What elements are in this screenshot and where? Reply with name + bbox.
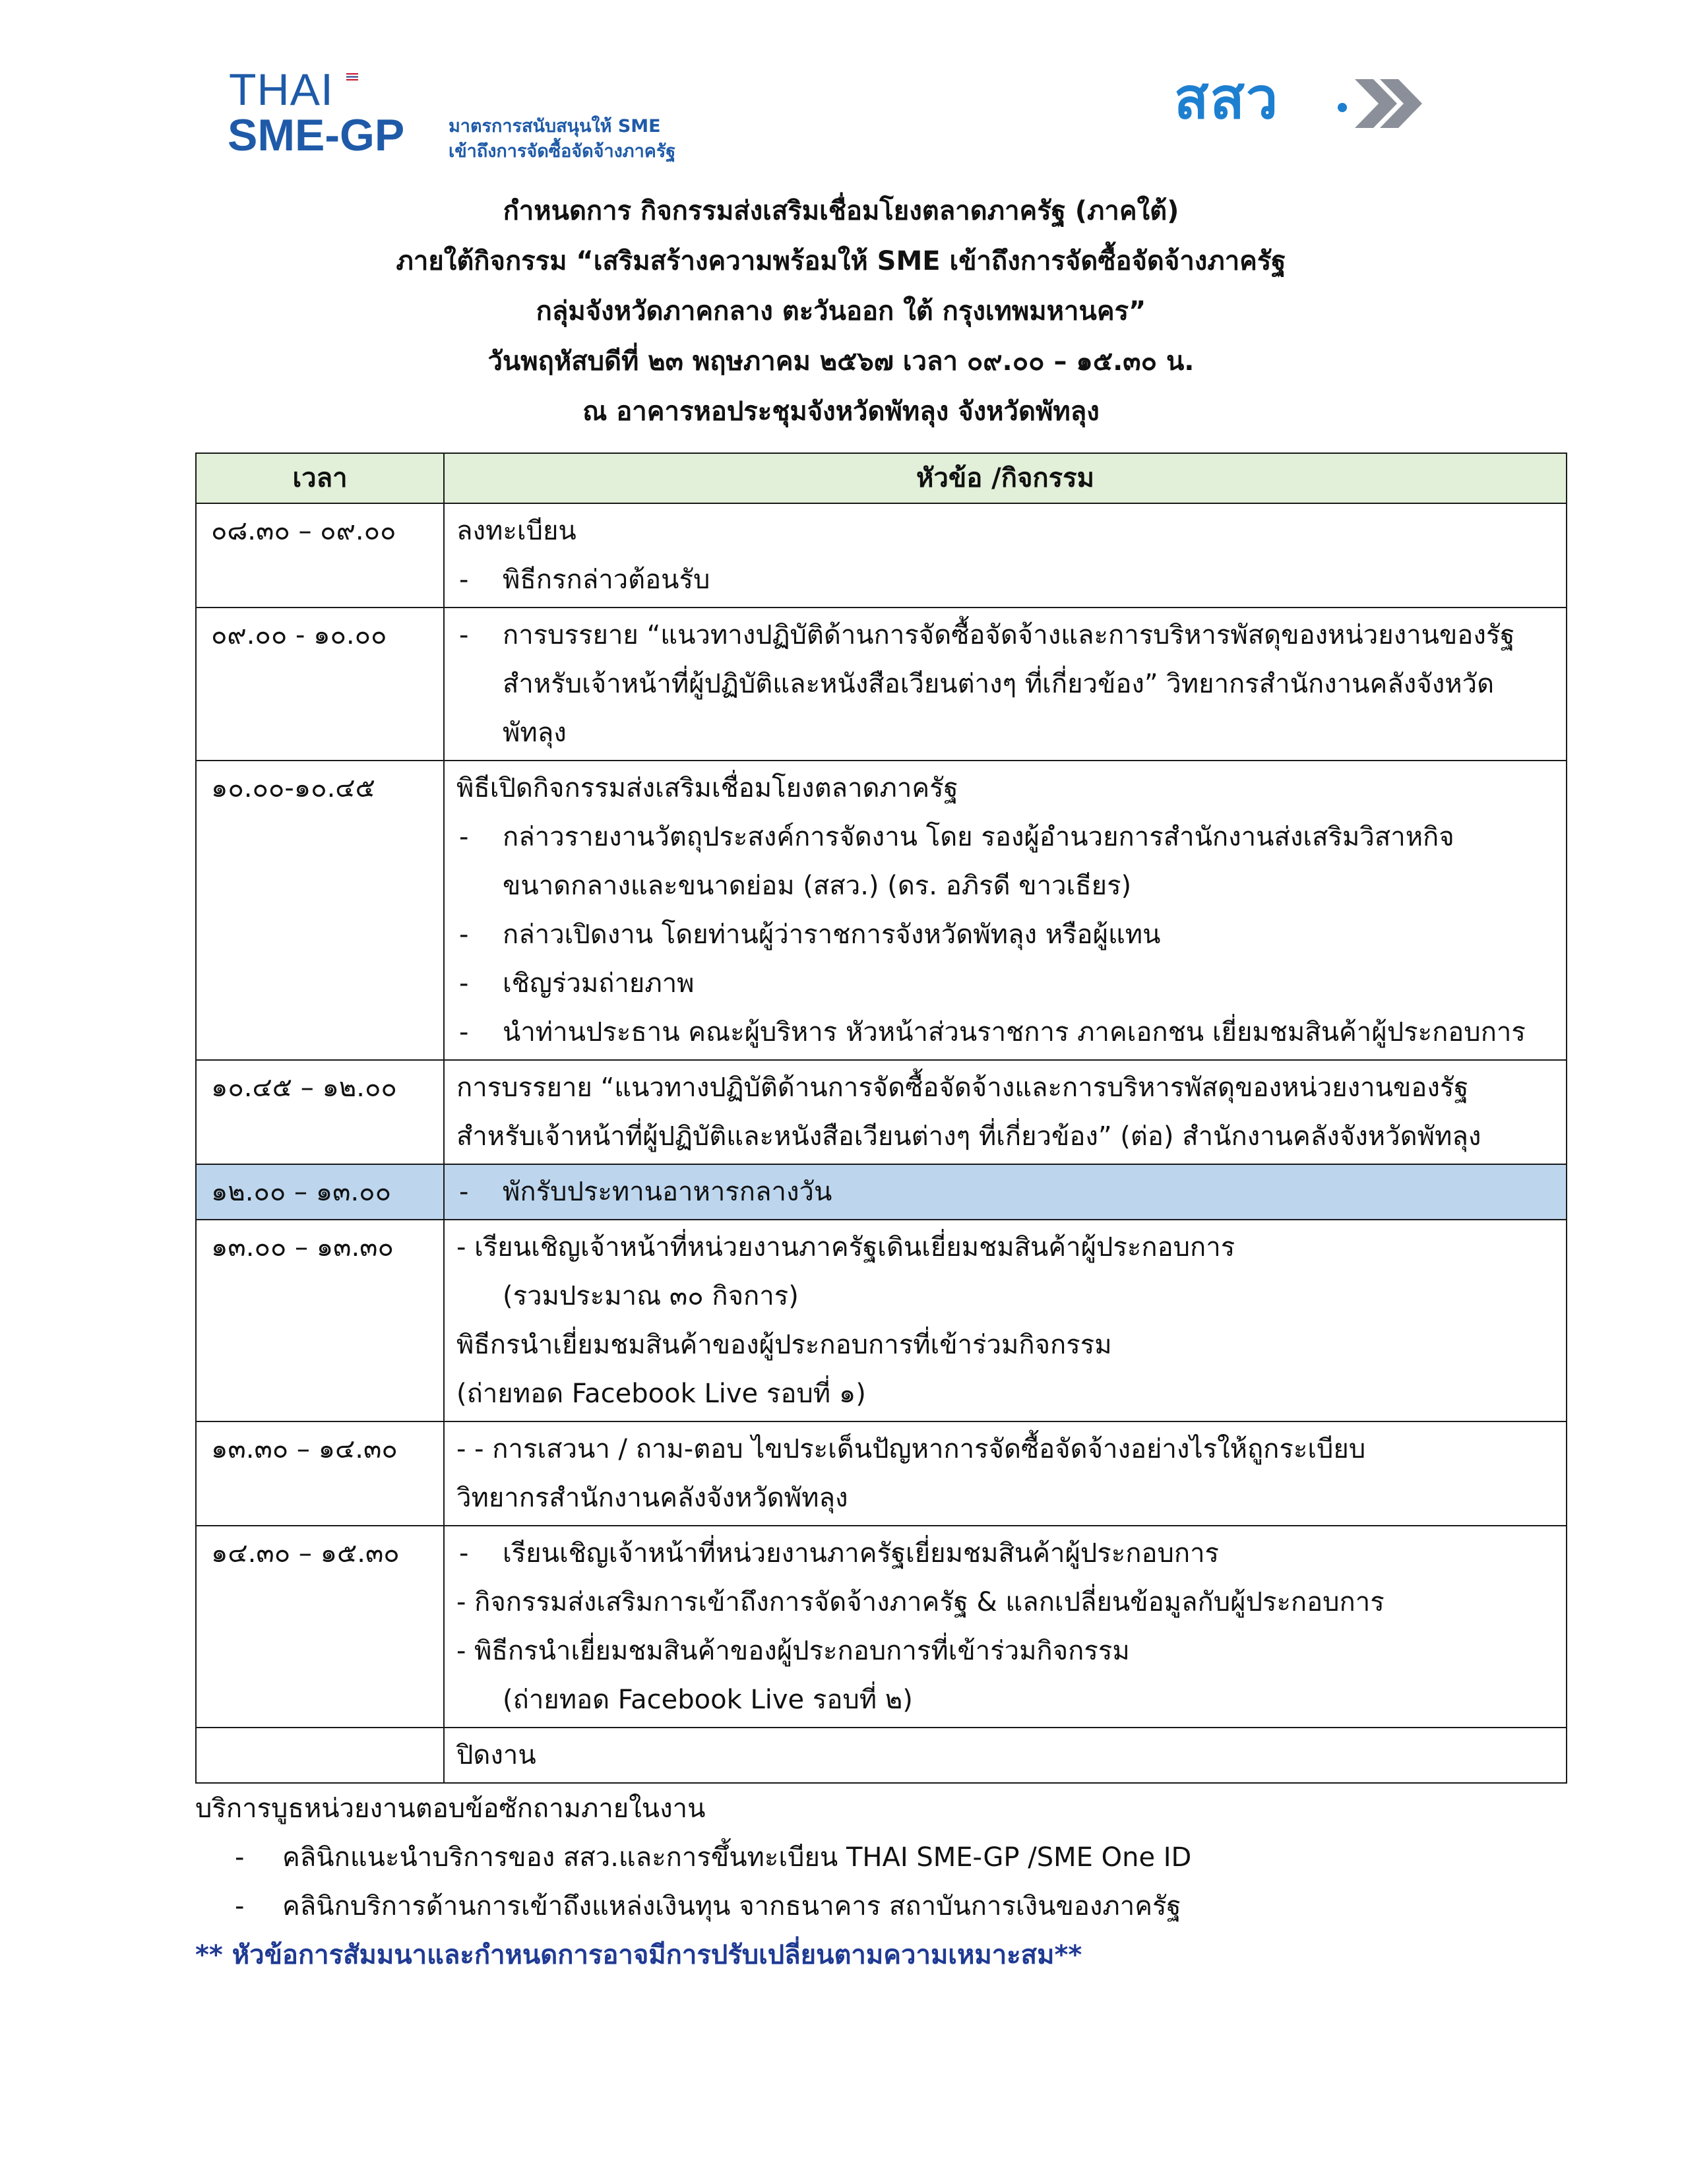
title-line-4: วันพฤหัสบดีที่ ๒๓ พฤษภาคม ๒๕๖๗ เวลา ๐๙.๐๐ – ๑๕.๓๐ น. — [487, 346, 1195, 377]
schedule-time: ๑๒.๐๐ – ๑๓.๐๐ — [196, 1164, 444, 1220]
schedule-time: ๐๘.๓๐ – ๐๙.๐๐ — [196, 503, 444, 608]
schedule-activity — [444, 1220, 1567, 1421]
schedule-row-lunch — [196, 1164, 1567, 1220]
activity-line-continued: (ถ่ายทอด Facebook Live รอบที่ ๒) — [503, 1685, 913, 1715]
activity-line: - - การเสวนา / ถาม-ตอบ ไขประเด็นปัญหาการจัดซื้อจัดจ้างอย่างไรให้ถูกระเบียบ — [456, 1434, 1366, 1464]
activity-line-continued: (รวมประมาณ ๓๐ กิจการ) — [503, 1281, 799, 1311]
footer-item-dash: - — [235, 1891, 245, 1921]
footer-item — [195, 1833, 1580, 1882]
activity-bullet — [456, 813, 1557, 861]
bullet-text: พักรับประทานอาหารกลางวัน — [503, 1177, 832, 1207]
activity-line: ปิดงาน — [456, 1740, 536, 1770]
activity-line: การบรรยาย “แนวทางปฏิบัติด้านการจัดซื้อจัดจ้างและการบริหารพัสดุของหน่วยงานของรัฐ — [456, 1073, 1469, 1103]
footer-item — [195, 1882, 1580, 1931]
activity-line-continued: พัทลุง — [503, 718, 567, 748]
logo-thai-text: THAI — [229, 65, 334, 115]
document-title — [0, 186, 1682, 437]
schedule-header-row — [196, 453, 1567, 503]
activity-bullet — [456, 959, 1557, 1008]
footer-intro: บริการบูธหน่วยงานตอบข้อซักถามภายในงาน — [195, 1794, 706, 1824]
activity-bullet — [456, 611, 1557, 660]
schedule-activity — [444, 1421, 1567, 1526]
schedule-activity — [444, 608, 1567, 761]
schedule-activity — [444, 1060, 1567, 1164]
activity-line: พิธีเปิดกิจกรรมส่งเสริมเชื่อมโยงตลาดภาครัฐ — [456, 773, 958, 803]
title-line-2: ภายใต้กิจกรรม “เสริมสร้างความพร้อมให้ SME เข้าถึงการจัดซื้อจัดจ้างภาครัฐ — [396, 246, 1286, 276]
schedule-activity — [444, 1728, 1567, 1783]
activity-line: สำหรับเจ้าหน้าที่ผู้ปฏิบัติและหนังสือเวียนต่างๆ ที่เกี่ยวข้อง” (ต่อ) สำนักงานคลังจังหวัดพัทลุง — [456, 1121, 1481, 1152]
activity-line: ลงทะเบียน — [456, 516, 576, 546]
osmep-logo — [1174, 66, 1425, 139]
activity-line: พิธีกรนำเยี่ยมชมสินค้าของผู้ประกอบการที่เข้าร่วมกิจกรรม — [456, 1330, 1112, 1360]
schedule-row — [196, 1728, 1567, 1783]
logo-tagline — [449, 114, 675, 164]
activity-line-continued: ขนาดกลางและขนาดย่อม (สสว.) (ดร. อภิรดี ขาวเธียร) — [503, 871, 1132, 901]
schedule-time: ๑๔.๓๐ – ๑๕.๓๐ — [196, 1526, 444, 1728]
bullet-dash: - — [459, 968, 469, 999]
schedule-time: ๑๓.๐๐ – ๑๓.๓๐ — [196, 1220, 444, 1421]
activity-line: - เรียนเชิญเจ้าหน้าที่หน่วยงานภาครัฐเดินเยี่ยมชมสินค้าผู้ประกอบการ — [456, 1232, 1235, 1263]
logo-tagline-line1: มาตรการสนับสนุนให้ SME — [449, 116, 661, 137]
footer-section — [195, 1784, 1580, 1980]
activity-line: (ถ่ายทอด Facebook Live รอบที่ ๑) — [456, 1379, 866, 1409]
activity-bullet — [456, 555, 1557, 604]
header-topic: หัวข้อ /กิจกรรม — [444, 453, 1567, 503]
schedule-row — [196, 1526, 1567, 1728]
schedule-time: ๑๐.๔๕ – ๑๒.๐๐ — [196, 1060, 444, 1164]
bullet-text: กล่าวเปิดงาน โดยท่านผู้ว่าราชการจังหวัดพัทลุง หรือผู้แทน — [503, 920, 1161, 950]
bullet-text: เชิญร่วมถ่ายภาพ — [503, 968, 695, 999]
schedule-row — [196, 761, 1567, 1060]
schedule-row — [196, 503, 1567, 608]
activity-bullet — [456, 910, 1557, 959]
schedule-row — [196, 1220, 1567, 1421]
schedule-activity — [444, 1164, 1567, 1220]
bullet-text: การบรรยาย “แนวทางปฏิบัติด้านการจัดซื้อจัดจ้างและการบริหารพัสดุของหน่วยงานของรัฐ — [503, 620, 1515, 650]
bullet-dash: - — [459, 822, 469, 852]
chevron-right-icon — [1351, 74, 1423, 133]
bullet-dash: - — [459, 565, 469, 595]
activity-bullet — [456, 1168, 1557, 1216]
schedule-row — [196, 1060, 1567, 1164]
schedule-time: ๐๙.๐๐ - ๑๐.๐๐ — [196, 608, 444, 761]
title-line-5: ณ อาคารหอประชุมจังหวัดพัทลุง จังหวัดพัทลุง — [582, 396, 1100, 427]
osmep-logo-text: สสว — [1174, 66, 1280, 132]
activity-line: - พิธีกรนำเยี่ยมชมสินค้าของผู้ประกอบการที่เข้าร่วมกิจกรรม — [456, 1636, 1130, 1666]
schedule-table — [195, 452, 1567, 1784]
schedule-activity — [444, 1526, 1567, 1728]
schedule-time: ๑๓.๓๐ – ๑๔.๓๐ — [196, 1421, 444, 1526]
logo-tagline-line2: เข้าถึงการจัดซื้อจัดจ้างภาครัฐ — [449, 141, 676, 162]
schedule-activity — [444, 761, 1567, 1060]
bullet-dash: - — [459, 620, 469, 650]
activity-bullet — [456, 1529, 1557, 1578]
footer-item-text: คลินิกบริการด้านการเข้าถึงแหล่งเงินทุน จากธนาคาร สถาบันการเงินของภาครัฐ — [282, 1891, 1181, 1921]
schedule-time — [196, 1728, 444, 1783]
bullet-text: พิธีกรกล่าวต้อนรับ — [503, 565, 710, 595]
bullet-dash: - — [459, 920, 469, 950]
schedule-row — [196, 1421, 1567, 1526]
schedule-row — [196, 608, 1567, 761]
activity-line: - กิจกรรมส่งเสริมการเข้าถึงการจัดจ้างภาครัฐ & แลกเปลี่ยนข้อมูลกับผู้ประกอบการ — [456, 1587, 1385, 1617]
footer-note: ** หัวข้อการสัมมนาและกำหนดการอาจมีการปรับเปลี่ยนตามความเหมาะสม** — [195, 1940, 1082, 1970]
activity-bullet — [456, 1008, 1557, 1057]
footer-item-text: คลินิกแนะนำบริการของ สสว.และการขึ้นทะเบียน THAI SME-GP /SME One ID — [282, 1842, 1192, 1873]
bullet-dash: - — [459, 1538, 469, 1569]
title-line-3: กลุ่มจังหวัดภาคกลาง ตะวันออก ใต้ กรุงเทพมหานคร” — [536, 296, 1146, 327]
thai-sme-gp-logo — [228, 63, 729, 175]
schedule-body — [196, 503, 1567, 1783]
title-line-1: กำหนดการ กิจกรรมส่งเสริมเชื่อมโยงตลาดภาครัฐ (ภาคใต้) — [503, 196, 1179, 226]
schedule-activity — [444, 503, 1567, 608]
activity-line-continued: สำหรับเจ้าหน้าที่ผู้ปฏิบัติและหนังสือเวียนต่างๆ ที่เกี่ยวข้อง” วิทยากรสำนักงานคลังจังหวัด — [503, 669, 1495, 699]
thai-flag-icon — [346, 73, 358, 80]
bullet-dash: - — [459, 1017, 469, 1047]
logo-sme-gp-text: SME-GP — [228, 110, 405, 160]
activity-line: วิทยากรสำนักงานคลังจังหวัดพัทลุง — [456, 1483, 848, 1513]
header-time: เวลา — [196, 453, 444, 503]
footer-item-dash: - — [235, 1842, 245, 1873]
bullet-text: กล่าวรายงานวัตถุประสงค์การจัดงาน โดย รองผู้อำนวยการสำนักงานส่งเสริมวิสาหกิจ — [503, 822, 1454, 852]
bullet-text: เรียนเชิญเจ้าหน้าที่หน่วยงานภาครัฐเยี่ยมชมสินค้าผู้ประกอบการ — [503, 1538, 1220, 1569]
bullet-text: นำท่านประธาน คณะผู้บริหาร หัวหน้าส่วนราชการ ภาคเอกชน เยี่ยมชมสินค้าผู้ประกอบการ — [503, 1017, 1526, 1047]
bullet-dash: - — [459, 1177, 469, 1207]
schedule-time: ๑๐.๐๐-๑๐.๔๕ — [196, 761, 444, 1060]
logo-dot-icon — [1338, 103, 1347, 112]
